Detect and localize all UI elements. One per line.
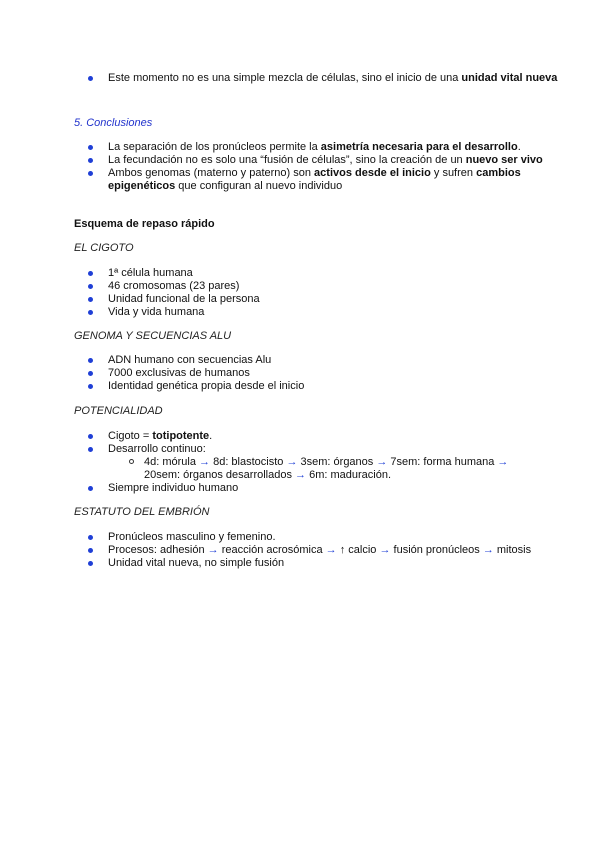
item-bold-text: activos desde el inicio xyxy=(314,167,431,179)
item-text: La separación de los pronúcleos permite la xyxy=(108,141,321,153)
bullet-icon xyxy=(88,384,93,389)
item-text: 4d: mórula xyxy=(144,456,200,468)
list-item xyxy=(73,482,558,495)
arrow-icon: → xyxy=(379,544,391,556)
item-bold-text: cambios epigenéticos xyxy=(108,167,521,192)
item-text: Unidad funcional de la persona xyxy=(108,293,260,305)
list-item xyxy=(73,167,558,193)
section-heading-genoma: GENOMA Y SECUENCIAS ALU xyxy=(74,330,232,342)
item-text: Procesos: adhesión xyxy=(108,544,208,556)
item-bold-text: asimetría necesaria para el desarrollo xyxy=(320,141,518,153)
item-text: ↑ calcio xyxy=(336,544,380,556)
item-text: 6m: maduración. xyxy=(306,469,392,481)
item-bold-text: totipotente xyxy=(152,430,210,442)
section-heading-conclusions: 5. Conclusiones xyxy=(74,117,153,129)
arrow-icon: → xyxy=(325,544,337,556)
estatuto-list xyxy=(0,531,558,570)
item-bold-text: unidad vital nueva xyxy=(461,72,558,84)
list-item xyxy=(73,430,558,443)
item-text: reacción acrosómica xyxy=(218,544,326,556)
bullet-icon xyxy=(88,561,93,566)
potencialidad-list xyxy=(0,430,558,495)
item-text: Desarrollo continuo: xyxy=(108,443,206,455)
list-item xyxy=(73,380,558,393)
list-item xyxy=(73,557,558,570)
item-text: 7000 exclusivas de humanos xyxy=(108,367,250,379)
bullet-icon xyxy=(88,284,93,289)
circle-bullet-icon xyxy=(129,459,134,464)
intro-list xyxy=(0,72,558,85)
item-text: 20sem: órganos desarrollados xyxy=(144,469,296,481)
bullet-icon xyxy=(88,297,93,302)
conclusions-list xyxy=(0,141,558,193)
item-text: Pronúcleos masculino y femenino. xyxy=(108,531,276,543)
item-text: Unidad vital nueva, no simple fusión xyxy=(108,557,285,569)
section-heading-potencialidad: POTENCIALIDAD xyxy=(74,405,163,417)
list-item xyxy=(73,443,558,456)
list-item xyxy=(73,544,558,557)
arrow-icon: → xyxy=(497,456,509,468)
list-item xyxy=(73,293,558,306)
item-text: mitosis xyxy=(493,544,532,556)
list-item xyxy=(73,280,558,293)
item-text: Este momento no es una simple mezcla de células, sino el inicio de una xyxy=(108,72,462,84)
item-text: fusión pronúcleos xyxy=(390,544,483,556)
bullet-icon xyxy=(88,271,93,276)
arrow-icon: → xyxy=(286,456,298,468)
bullet-icon xyxy=(88,535,93,540)
bullet-icon xyxy=(88,447,93,452)
list-item xyxy=(73,267,558,280)
item-text: 7sem: forma humana xyxy=(387,456,498,468)
arrow-icon: → xyxy=(482,544,494,556)
item-bold-text: nuevo ser vivo xyxy=(465,154,543,166)
item-text: . xyxy=(517,141,521,153)
bullet-icon xyxy=(88,145,93,150)
item-text: . xyxy=(209,430,213,442)
item-text: y sufren xyxy=(430,167,477,179)
item-text: que configuran al nuevo individuo xyxy=(175,180,343,192)
item-text: Identidad genética propia desde el inicio xyxy=(108,380,305,392)
bullet-icon xyxy=(88,171,93,176)
item-text: 46 cromosomas (23 pares) xyxy=(108,280,240,292)
list-item xyxy=(73,141,558,154)
bullet-icon xyxy=(88,371,93,376)
item-text: Vida y vida humana xyxy=(108,306,205,318)
bullet-icon xyxy=(88,434,93,439)
arrow-icon: → xyxy=(295,469,307,481)
bullet-icon xyxy=(88,548,93,553)
section-heading-estatuto: ESTATUTO DEL EMBRIÓN xyxy=(74,506,210,518)
list-item xyxy=(73,154,558,167)
bullet-icon xyxy=(88,158,93,163)
item-text: 3sem: órganos xyxy=(297,456,377,468)
item-text: 8d: blastocisto xyxy=(210,456,287,468)
item-text: 1ª célula humana xyxy=(108,267,193,279)
item-text: Cigoto = xyxy=(108,430,153,442)
bullet-icon xyxy=(88,76,93,81)
arrow-icon: → xyxy=(207,544,219,556)
list-item xyxy=(73,367,558,380)
list-item xyxy=(73,354,558,367)
genoma-list xyxy=(0,354,558,393)
sub-list-item xyxy=(109,456,514,482)
list-item xyxy=(73,531,558,544)
arrow-icon: → xyxy=(376,456,388,468)
list-item xyxy=(73,72,558,85)
cigoto-list xyxy=(0,267,558,319)
review-title: Esquema de repaso rápido xyxy=(74,218,215,230)
bullet-icon xyxy=(88,486,93,491)
bullet-icon xyxy=(88,358,93,363)
item-text: Siempre individuo humano xyxy=(108,482,239,494)
arrow-icon: → xyxy=(199,456,211,468)
section-heading-cigoto: EL CIGOTO xyxy=(74,242,134,254)
item-text: Ambos genomas (materno y paterno) son xyxy=(108,167,315,179)
item-text: La fecundación no es solo una “fusión de células”, sino la creación de un xyxy=(108,154,466,166)
list-item xyxy=(73,306,558,319)
item-text: ADN humano con secuencias Alu xyxy=(108,354,272,366)
bullet-icon xyxy=(88,310,93,315)
